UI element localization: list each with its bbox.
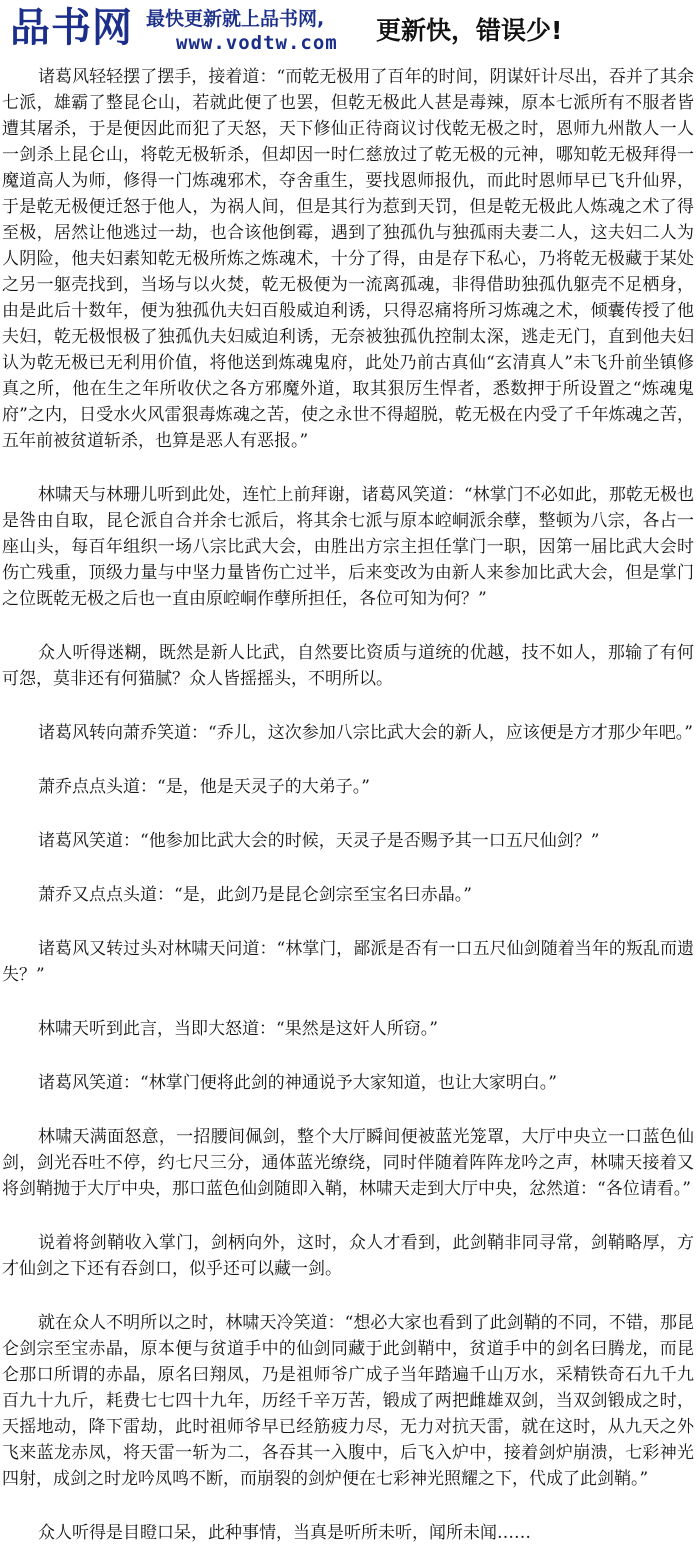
paragraph: 诸葛风笑道：“他参加比武大会的时候，天灵子是否赐予其一口五尺仙剑？”	[38, 831, 600, 851]
site-tagline: 最快更新就上品书网,	[146, 8, 325, 30]
paragraph: 林啸天听到此言，当即大怒道：“果然是这奸人所窃。”	[38, 1019, 438, 1039]
paragraph: 说着将剑鞘收入掌门，剑柄向外，这时，众人才看到，此剑鞘非同寻常，剑鞘略厚，方才仙剑之下还有吞剑口，似乎还可以藏一剑。	[2, 1233, 694, 1279]
paragraph: 萧乔又点点头道：“是，此剑乃是昆仑剑宗至宝名曰赤晶。”	[38, 885, 472, 905]
paragraph: 诸葛风又转过头对林啸天问道：“林掌门，鄙派是否有一口五尺仙剑随着当年的叛乱而遗失？”	[2, 939, 694, 985]
paragraph: 林啸天满面怒意，一招腰间佩剑，整个大厅瞬间便被蓝光笼罩，大厅中央立一口蓝色仙剑，剑光吞吐不停，约七尺三分，通体蓝光缭绕，同时伴随着阵阵龙吟之声，林啸天接着又将剑鞘抛于大厅中央，那口蓝色仙剑随即入鞘，林啸天走到大厅中央，忿然道：“各位请看。”	[2, 1127, 694, 1199]
paragraph: 众人听得是目瞪口呆，此种事情，当真是听所未听，闻所未闻……	[38, 1523, 531, 1543]
site-url: www.vodtw.com	[176, 32, 338, 54]
site-banner	[0, 0, 700, 58]
paragraph: 诸葛风笑道：“林掌门便将此剑的神通说予大家知道，也让大家明白。”	[38, 1073, 557, 1093]
paragraph: 诸葛风轻轻摆了摆手，接着道：“而乾无极用了百年的时间，阴谋奸计尽出，吞并了其余七派，雄霸了整昆仑山，若就此便了也罢，但乾无极此人甚是毒辣，原本七派所有不服者皆遭其屠杀，于是便因此而犯了天怒，天下修仙正待商议讨伐乾无极之时，恩师九州散人一人一剑杀上昆仑山，将乾无极斩杀，但却因一时仁慈放过了乾无极的元神，哪知乾无极拜得一魔道高人为师，修得一门炼魂邪术，夺舍重生，要找恩师报仇，而此时恩师早已飞升仙界，于是乾无极便迁怒于他人，为祸人间，但是其行为惹到天罚，但是乾无极此人炼魂之术了得至极，居然让他逃过一劫，也合该他倒霉，遇到了独孤仇与独孤雨夫妻二人，这夫妇二人为人阴险，他夫妇素知乾无极所炼之炼魂术，十分了得，由是存下私心，乃将乾无极藏于某处之另一躯壳找到，当场与以火焚，乾无极便为一流离孤魂，非得借助独孤仇躯壳不足栖身，由是此后十数年，便为独孤仇夫妇百般威迫利诱，只得忍痛将所习炼魂之术，倾囊传授了他夫妇，乾无极恨极了独孤仇夫妇威迫利诱，无奈被独孤仇控制太深，逃走无门，直到他夫妇认为乾无极已无利用价值，将他送到炼魂鬼府，此处乃前古真仙“玄清真人”未飞升前坐镇修真之所，他在生之年所收伏之各方邪魔外道，取其狠厉生悍者，悉数押于所设置之“炼魂鬼府”之内，日受水火风雷狠毒炼魂之苦，使之永世不得超脱，乾无极在内受了千年炼魂之苦，五年前被贫道斩杀，也算是恶人有恶报。”	[2, 67, 694, 451]
paragraph: 萧乔点点头道：“是，他是天灵子的大弟子。”	[38, 777, 370, 797]
site-slogan: 更新快，错误少!	[376, 16, 563, 45]
site-logo: 品书网	[10, 5, 133, 51]
paragraph: 诸葛风转向萧乔笑道：“乔儿，这次参加八宗比武大会的新人，应该便是方才那少年吧。”	[38, 723, 693, 743]
chapter-text	[2, 64, 694, 1546]
paragraph: 就在众人不明所以之时，林啸天冷笑道：“想必大家也看到了此剑鞘的不同，不错，那昆仑剑宗至宝赤晶，原本便与贫道手中的仙剑同藏于此剑鞘中，贫道手中的剑名曰腾龙，而昆仑那口所谓的赤晶，原名曰翔凤，乃是祖师爷广成子当年踏遍千山万水，采精铁奇石九千九百九十九斤，耗费七七四十九年，历经千辛万苦，锻成了两把雌雄双剑，当双剑锻成之时，天摇地动，降下雷劫，此时祖师爷早已经筋疲力尽，无力对抗天雷，就在这时，从九天之外飞来蓝龙赤凤，将天雷一斩为二，各吞其一入腹中，后飞入炉中，接着剑炉崩溃，七彩神光四射，成剑之时龙吟凤鸣不断，而崩裂的剑炉便在七彩神光照耀之下，代成了此剑鞘。”	[2, 1313, 694, 1489]
paragraph: 林啸天与林珊儿听到此处，连忙上前拜谢，诸葛风笑道：“林掌门不必如此，那乾无极也是咎由自取，昆仑派自合并余七派后，将其余七派与原本崆峒派余孽，整顿为八宗，各占一座山头，每百年组织一场八宗比武大会，由胜出方宗主担任掌门一职，因第一届比武大会时伤亡残重，顶级力量与中坚力量皆伤亡过半，后来变改为由新人来参加比武大会，但是掌门之位既乾无极之后也一直由原崆峒作孽所担任，各位可知为何？”	[2, 485, 694, 609]
paragraph: 众人听得迷糊，既然是新人比武，自然要比资质与道统的优越，技不如人，那输了有何可怨，莫非还有何猫腻？众人皆摇摇头，不明所以。	[2, 643, 694, 689]
